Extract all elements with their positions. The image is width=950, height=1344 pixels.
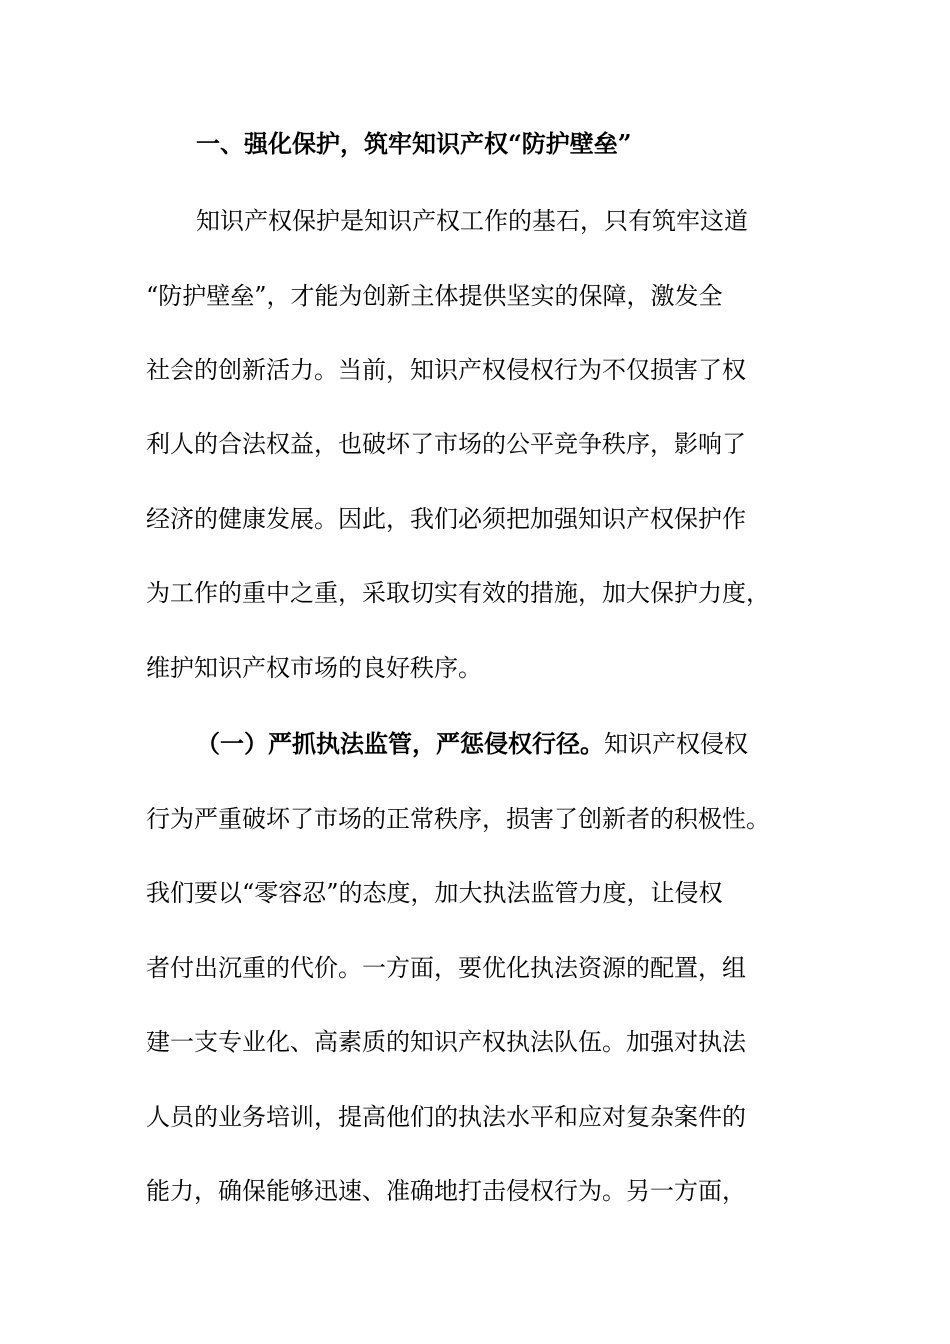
paragraph-line: 社会的创新活力。当前，知识产权侵权行为不仅损害了权 (146, 356, 746, 384)
paragraph-line: 建一支专业化、高素质的知识产权执法队伍。加强对执法 (146, 1028, 746, 1056)
paragraph-line: “防护壁垒”，才能为创新主体提供坚实的保障，激发全 (146, 282, 723, 310)
paragraph-line: 维护知识产权市场的良好秩序。 (146, 654, 482, 682)
paragraph-line: 知识产权保护是知识产权工作的基石，只有筑牢这道 (196, 207, 748, 235)
subsection-lead-text: 知识产权侵权 (604, 730, 748, 758)
subsection-heading: （一）严抓执法监管，严惩侵权行径。 (196, 729, 604, 758)
paragraph-line: 能力，确保能够迅速、准确地打击侵权行为。另一方面， (146, 1177, 746, 1205)
paragraph-line: 人员的业务培训，提高他们的执法水平和应对复杂案件的 (146, 1103, 746, 1131)
paragraph-line: 经济的健康发展。因此，我们必须把加强知识产权保护作 (146, 505, 746, 533)
section-heading: 一、强化保护，筑牢知识产权“防护壁垒” (196, 129, 632, 158)
paragraph-line: 者付出沉重的代价。一方面，要优化执法资源的配置，组 (146, 954, 746, 982)
paragraph-line: 行为严重破坏了市场的正常秩序，损害了创新者的积极性。 (146, 805, 770, 833)
paragraph-line: 我们要以“零容忍”的态度，加大执法监管力度，让侵权 (146, 879, 723, 907)
paragraph-line: 为工作的重中之重，采取切实有效的措施，加大保护力度， (146, 579, 770, 607)
paragraph-line: 利人的合法权益，也破坏了市场的公平竞争秩序，影响了 (146, 430, 746, 458)
subsection-lead-line (196, 729, 748, 759)
